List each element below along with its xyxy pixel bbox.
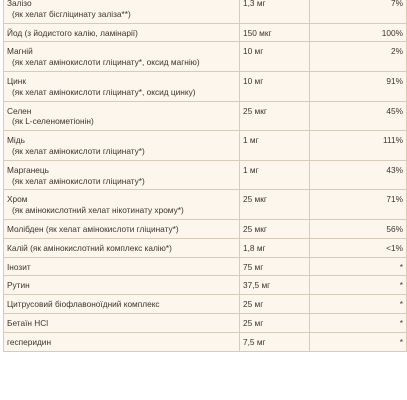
nutrient-name: Залізо (7, 0, 32, 8)
nutrient-daily-value: 56% (310, 219, 407, 238)
nutrient-name: Марганець (7, 164, 49, 175)
nutrient-name-cell (4, 23, 240, 42)
nutrient-name-cell (4, 238, 240, 257)
nutrient-name-cell (4, 219, 240, 238)
nutrient-name: Цинк (7, 75, 26, 86)
nutrient-amount: 1 мг (240, 160, 310, 190)
nutrient-source: (як хелат амінокислоти гліцинату*, оксид магнію) (12, 57, 200, 68)
nutrient-name-cell (4, 71, 240, 101)
nutrient-name: Мідь (7, 135, 25, 146)
nutrient-name-cell (4, 295, 240, 314)
table-row (4, 71, 407, 101)
nutrient-name-cell (4, 257, 240, 276)
nutrient-source: (як хелат амінокислоти гліцинату*) (12, 175, 145, 186)
nutrient-amount: 75 мг (240, 257, 310, 276)
nutrient-name: гесперидин (7, 336, 52, 347)
nutrient-name: Цитрусовий біофлавоноїдний комплекс (7, 299, 160, 310)
nutrient-name-cell (4, 313, 240, 332)
nutrient-name: Хром (7, 194, 28, 205)
nutrient-name-cell (4, 160, 240, 190)
nutrient-daily-value: 43% (310, 160, 407, 190)
table-row (4, 295, 407, 314)
nutrient-name: Селен (7, 105, 32, 116)
table-row (4, 313, 407, 332)
nutrient-amount: 1 мг (240, 131, 310, 161)
nutrient-daily-value: 2% (310, 42, 407, 72)
nutrient-amount: 25 мкг (240, 219, 310, 238)
nutrient-name: Йод (з йодистого калію, ламінарії) (7, 27, 138, 38)
nutrient-daily-value: 100% (310, 23, 407, 42)
nutrient-daily-value: * (310, 257, 407, 276)
nutrient-daily-value: * (310, 332, 407, 351)
nutrient-amount: 10 мг (240, 42, 310, 72)
nutrient-amount: 7,5 мг (240, 332, 310, 351)
nutrient-name-cell (4, 42, 240, 72)
nutrient-name: Молібден (як хелат амінокислоти гліцинату*) (7, 223, 179, 234)
table-row (4, 332, 407, 351)
nutrient-name: Калій (як амінокислотний комплекс калію*) (7, 242, 172, 253)
nutrition-facts-table (3, 0, 407, 352)
nutrient-amount: 25 мг (240, 295, 310, 314)
nutrient-name: Магній (7, 46, 33, 57)
nutrient-amount: 10 мг (240, 71, 310, 101)
table-row (4, 219, 407, 238)
nutrient-name-cell (4, 190, 240, 220)
nutrient-name-cell (4, 101, 240, 131)
nutrient-daily-value: 45% (310, 101, 407, 131)
nutrient-amount: 1,3 мг (240, 0, 310, 23)
nutrient-daily-value: 71% (310, 190, 407, 220)
table-row (4, 131, 407, 161)
nutrient-daily-value: * (310, 295, 407, 314)
nutrient-name-cell (4, 131, 240, 161)
nutrient-name: Рутин (7, 280, 30, 291)
table-row (4, 190, 407, 220)
nutrient-daily-value: * (310, 276, 407, 295)
nutrient-amount: 25 мкг (240, 101, 310, 131)
nutrient-daily-value: 7% (310, 0, 407, 23)
table-row (4, 42, 407, 72)
table-row (4, 23, 407, 42)
nutrient-source: (як хелат бісгліцинату заліза**) (12, 8, 131, 19)
nutrient-daily-value: <1% (310, 238, 407, 257)
table-row (4, 257, 407, 276)
nutrient-amount: 25 мкг (240, 190, 310, 220)
table-row (4, 276, 407, 295)
nutrient-daily-value: 91% (310, 71, 407, 101)
nutrient-amount: 25 мг (240, 313, 310, 332)
nutrition-table-body (4, 0, 407, 351)
table-row (4, 160, 407, 190)
nutrition-table-container (3, 0, 403, 352)
table-row (4, 238, 407, 257)
nutrient-source: (як амінокислотний хелат нікотинату хрому*) (12, 205, 184, 216)
nutrient-name-cell (4, 0, 240, 23)
table-row (4, 101, 407, 131)
nutrient-source: (як хелат амінокислоти гліцинату*, оксид цинку) (12, 86, 196, 97)
nutrient-name-cell (4, 276, 240, 295)
nutrient-amount: 1,8 мг (240, 238, 310, 257)
nutrient-daily-value: * (310, 313, 407, 332)
nutrient-name: Бетаїн HCl (7, 317, 49, 328)
nutrient-amount: 150 мкг (240, 23, 310, 42)
nutrient-source: (як хелат амінокислоти гліцинату*) (12, 145, 145, 156)
nutrient-name-cell (4, 332, 240, 351)
nutrient-amount: 37,5 мг (240, 276, 310, 295)
nutrient-source: (як L-селенометіонін) (12, 116, 94, 127)
table-row (4, 0, 407, 23)
nutrient-name: Інозит (7, 261, 31, 272)
nutrient-daily-value: 111% (310, 131, 407, 161)
